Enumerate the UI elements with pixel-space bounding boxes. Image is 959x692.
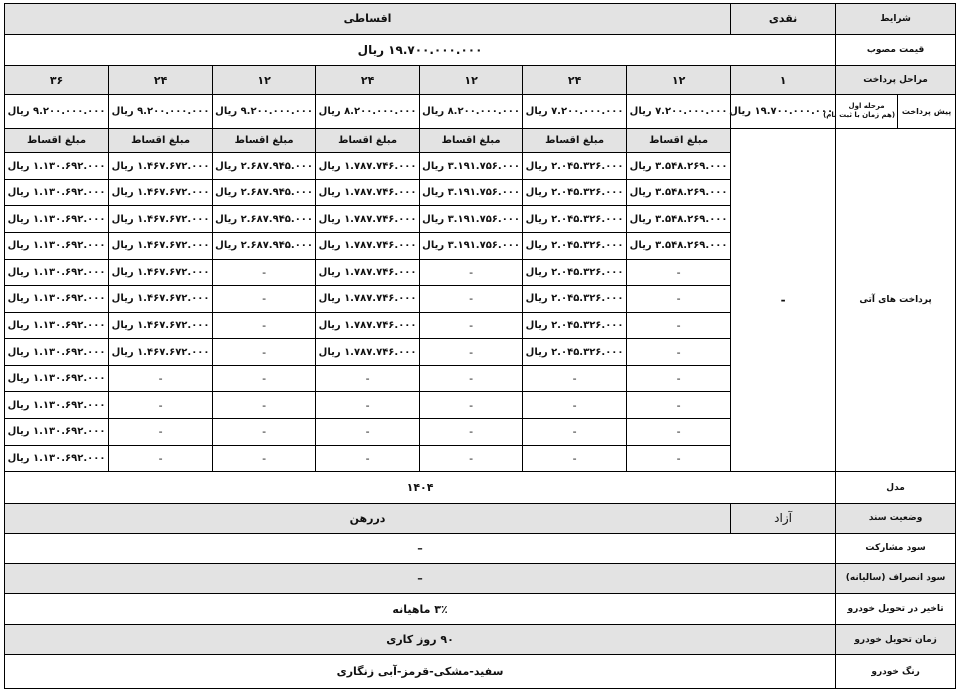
- cash-header: نقدی: [731, 4, 836, 35]
- delivery-delay-row: [5, 593, 956, 625]
- empty-installment-cell: -: [316, 365, 420, 392]
- empty-installment-cell: -: [420, 445, 523, 472]
- prepayment-row: [5, 94, 956, 128]
- empty-installment-cell: -: [420, 419, 523, 446]
- installment-amount-cell: ۳.۱۹۱.۷۵۶.۰۰۰ ریال: [420, 153, 523, 180]
- cancellation-profit-value: –: [5, 564, 836, 594]
- installment-amount-cell: ۱.۴۶۷.۶۷۲.۰۰۰ ریال: [109, 286, 213, 313]
- prepayment-cell: ۸.۲۰۰.۰۰۰.۰۰۰ ریال: [420, 94, 523, 128]
- stage-cell: ۳۶: [5, 66, 109, 95]
- empty-installment-cell: -: [627, 286, 731, 313]
- empty-installment-cell: -: [109, 392, 213, 419]
- approved-price-value: ۱۹.۷۰۰.۰۰۰.۰۰۰ ریال: [5, 34, 836, 66]
- prepayment-cell: ۸.۲۰۰.۰۰۰.۰۰۰ ریال: [316, 94, 420, 128]
- empty-installment-cell: -: [316, 392, 420, 419]
- cancellation-profit-label: سود انصراف (سالیانه): [836, 564, 956, 594]
- installment-header: اقساطی: [5, 4, 731, 35]
- installment-amount-cell: ۲.۰۴۵.۳۲۶.۰۰۰ ریال: [523, 153, 627, 180]
- installment-amount-cell: ۱.۱۳۰.۶۹۲.۰۰۰ ریال: [5, 232, 109, 259]
- approved-price-row: [5, 34, 956, 66]
- empty-installment-cell: -: [523, 445, 627, 472]
- first-stage-label: مرحله اول: [848, 102, 885, 111]
- installment-amount-cell: ۲.۶۸۷.۹۴۵.۰۰۰ ریال: [213, 232, 316, 259]
- empty-installment-cell: -: [213, 445, 316, 472]
- empty-installment-cell: -: [627, 259, 731, 286]
- first-stage-cell: [823, 94, 898, 128]
- installment-amount-cell: ۲.۰۴۵.۳۲۶.۰۰۰ ریال: [523, 339, 627, 366]
- empty-installment-cell: -: [109, 365, 213, 392]
- installment-amount-cell: ۱.۴۶۷.۶۷۲.۰۰۰ ریال: [109, 259, 213, 286]
- document-status-cash: آزاد: [731, 503, 836, 533]
- conditions-label: شرایط: [836, 4, 956, 35]
- installment-amount-cell: ۱.۱۳۰.۶۹۲.۰۰۰ ریال: [5, 365, 109, 392]
- empty-installment-cell: -: [109, 445, 213, 472]
- empty-installment-cell: -: [523, 392, 627, 419]
- installment-amount-cell: ۱.۱۳۰.۶۹۲.۰۰۰ ریال: [5, 445, 109, 472]
- payment-stages-row: [5, 66, 956, 95]
- empty-installment-cell: -: [627, 312, 731, 339]
- installment-amount-cell: ۳.۱۹۱.۷۵۶.۰۰۰ ریال: [420, 232, 523, 259]
- empty-installment-cell: -: [420, 392, 523, 419]
- empty-installment-cell: -: [627, 445, 731, 472]
- conditions-row: [5, 4, 956, 35]
- installment-amount-cell: ۱.۴۶۷.۶۷۲.۰۰۰ ریال: [109, 232, 213, 259]
- delivery-delay-value: ۳٪ ماهیانه: [5, 593, 836, 625]
- partnership-profit-row: [5, 533, 956, 564]
- installment-amount-header: مبلغ اقساط: [627, 128, 731, 153]
- payment-stages-label: مراحل پرداخت: [836, 66, 956, 95]
- installment-amount-header: مبلغ اقساط: [316, 128, 420, 153]
- installment-amount-header: مبلغ اقساط: [213, 128, 316, 153]
- installment-amount-cell: ۲.۰۴۵.۳۲۶.۰۰۰ ریال: [523, 286, 627, 313]
- first-stage-note: (هم زمان با ثبت نام): [823, 111, 896, 120]
- document-status-installment: دررهن: [5, 503, 731, 533]
- prepayment-cell: ۷.۲۰۰.۰۰۰.۰۰۰ ریال: [627, 94, 731, 128]
- installment-amount-cell: ۱.۱۳۰.۶۹۲.۰۰۰ ریال: [5, 419, 109, 446]
- document-status-row: [5, 503, 956, 533]
- empty-installment-cell: -: [627, 339, 731, 366]
- model-label: مدل: [836, 472, 956, 504]
- delivery-time-row: [5, 625, 956, 655]
- cash-future-payments: -: [731, 128, 836, 471]
- empty-installment-cell: -: [420, 259, 523, 286]
- empty-installment-cell: -: [627, 365, 731, 392]
- installment-amount-header: مبلغ اقساط: [5, 128, 109, 153]
- delivery-delay-label: تاخیر در تحویل خودرو: [836, 593, 956, 625]
- installment-amount-cell: ۱.۴۶۷.۶۷۲.۰۰۰ ریال: [109, 179, 213, 206]
- empty-installment-cell: -: [420, 286, 523, 313]
- empty-installment-cell: -: [213, 259, 316, 286]
- stage-cell: ۱: [731, 66, 836, 95]
- empty-installment-cell: -: [316, 445, 420, 472]
- installment-amount-cell: ۱.۷۸۷.۷۴۶.۰۰۰ ریال: [316, 259, 420, 286]
- partnership-profit-value: –: [5, 533, 836, 564]
- stage-cell: ۲۴: [523, 66, 627, 95]
- empty-installment-cell: -: [316, 419, 420, 446]
- empty-installment-cell: -: [213, 365, 316, 392]
- installment-amount-header: مبلغ اقساط: [420, 128, 523, 153]
- empty-installment-cell: -: [420, 312, 523, 339]
- installment-amount-cell: ۳.۱۹۱.۷۵۶.۰۰۰ ریال: [420, 179, 523, 206]
- prepayment-label: پیش پرداخت: [898, 94, 956, 128]
- stage-cell: ۲۴: [109, 66, 213, 95]
- installment-amount-cell: ۲.۶۸۷.۹۴۵.۰۰۰ ریال: [213, 179, 316, 206]
- installment-subheader-row: [5, 128, 956, 153]
- installment-amount-cell: ۱.۱۳۰.۶۹۲.۰۰۰ ریال: [5, 312, 109, 339]
- stage-cell: ۱۲: [420, 66, 523, 95]
- installment-amount-header: مبلغ اقساط: [523, 128, 627, 153]
- delivery-time-value: ۹۰ روز کاری: [5, 625, 836, 655]
- installment-amount-cell: ۳.۱۹۱.۷۵۶.۰۰۰ ریال: [420, 206, 523, 233]
- stage-cell: ۱۲: [213, 66, 316, 95]
- installment-amount-cell: ۱.۷۸۷.۷۴۶.۰۰۰ ریال: [316, 179, 420, 206]
- installment-amount-cell: ۱.۷۸۷.۷۴۶.۰۰۰ ریال: [316, 339, 420, 366]
- prepayment-cell: ۹.۲۰۰.۰۰۰.۰۰۰ ریال: [5, 94, 109, 128]
- future-payments-label: پرداخت های آتی: [836, 128, 956, 471]
- empty-installment-cell: -: [627, 392, 731, 419]
- installment-amount-cell: ۱.۷۸۷.۷۴۶.۰۰۰ ریال: [316, 206, 420, 233]
- car-color-row: [5, 655, 956, 689]
- empty-installment-cell: -: [213, 419, 316, 446]
- car-color-value: سفید-مشکی-قرمز-آبی زنگاری: [5, 655, 836, 689]
- empty-installment-cell: -: [420, 339, 523, 366]
- prepayment-cell: ۷.۲۰۰.۰۰۰.۰۰۰ ریال: [523, 94, 627, 128]
- installment-amount-cell: ۱.۷۸۷.۷۴۶.۰۰۰ ریال: [316, 232, 420, 259]
- installment-amount-cell: ۲.۰۴۵.۳۲۶.۰۰۰ ریال: [523, 232, 627, 259]
- empty-installment-cell: -: [109, 419, 213, 446]
- empty-installment-cell: -: [213, 339, 316, 366]
- cancellation-profit-row: [5, 564, 956, 594]
- document-status-label: وضعیت سند: [836, 503, 956, 533]
- installment-amount-cell: ۲.۰۴۵.۳۲۶.۰۰۰ ریال: [523, 179, 627, 206]
- installment-amount-cell: ۲.۰۴۵.۳۲۶.۰۰۰ ریال: [523, 259, 627, 286]
- prepayment-cell: ۱۹.۷۰۰.۰۰۰.۰۰۰ ریال: [731, 94, 836, 128]
- empty-installment-cell: -: [213, 392, 316, 419]
- price-conditions-table: [4, 3, 956, 689]
- stage-cell: ۲۴: [316, 66, 420, 95]
- empty-installment-cell: -: [523, 419, 627, 446]
- installment-amount-cell: ۲.۶۸۷.۹۴۵.۰۰۰ ریال: [213, 153, 316, 180]
- installment-amount-cell: ۱.۴۶۷.۶۷۲.۰۰۰ ریال: [109, 339, 213, 366]
- installment-amount-cell: ۱.۱۳۰.۶۹۲.۰۰۰ ریال: [5, 339, 109, 366]
- empty-installment-cell: -: [213, 312, 316, 339]
- installment-amount-cell: ۱.۴۶۷.۶۷۲.۰۰۰ ریال: [109, 206, 213, 233]
- installment-amount-cell: ۱.۱۳۰.۶۹۲.۰۰۰ ریال: [5, 392, 109, 419]
- installment-amount-cell: ۱.۷۸۷.۷۴۶.۰۰۰ ریال: [316, 153, 420, 180]
- installment-amount-cell: ۳.۵۴۸.۲۶۹.۰۰۰ ریال: [627, 232, 731, 259]
- empty-installment-cell: -: [523, 365, 627, 392]
- approved-price-label: قیمت مصوب: [836, 34, 956, 66]
- stage-cell: ۱۲: [627, 66, 731, 95]
- installment-amount-cell: ۱.۴۶۷.۶۷۲.۰۰۰ ریال: [109, 312, 213, 339]
- installment-amount-cell: ۱.۱۳۰.۶۹۲.۰۰۰ ریال: [5, 286, 109, 313]
- installment-amount-header: مبلغ اقساط: [109, 128, 213, 153]
- installment-amount-cell: ۱.۱۳۰.۶۹۲.۰۰۰ ریال: [5, 179, 109, 206]
- partnership-profit-label: سود مشارکت: [836, 533, 956, 564]
- model-value: ۱۴۰۴: [5, 472, 836, 504]
- installment-amount-cell: ۱.۴۶۷.۶۷۲.۰۰۰ ریال: [109, 153, 213, 180]
- car-color-label: رنگ خودرو: [836, 655, 956, 689]
- installment-amount-cell: ۳.۵۴۸.۲۶۹.۰۰۰ ریال: [627, 206, 731, 233]
- installment-amount-cell: ۲.۰۴۵.۳۲۶.۰۰۰ ریال: [523, 312, 627, 339]
- installment-amount-cell: ۲.۶۸۷.۹۴۵.۰۰۰ ریال: [213, 206, 316, 233]
- delivery-time-label: زمان تحویل خودرو: [836, 625, 956, 655]
- installment-amount-cell: ۳.۵۴۸.۲۶۹.۰۰۰ ریال: [627, 179, 731, 206]
- empty-installment-cell: -: [213, 286, 316, 313]
- installment-amount-cell: ۱.۷۸۷.۷۴۶.۰۰۰ ریال: [316, 286, 420, 313]
- prepayment-cell: ۹.۲۰۰.۰۰۰.۰۰۰ ریال: [109, 94, 213, 128]
- installment-amount-cell: ۱.۱۳۰.۶۹۲.۰۰۰ ریال: [5, 153, 109, 180]
- installment-amount-cell: ۱.۱۳۰.۶۹۲.۰۰۰ ریال: [5, 259, 109, 286]
- installment-amount-cell: ۱.۱۳۰.۶۹۲.۰۰۰ ریال: [5, 206, 109, 233]
- empty-installment-cell: -: [627, 419, 731, 446]
- empty-installment-cell: -: [420, 365, 523, 392]
- prepayment-cell: ۹.۲۰۰.۰۰۰.۰۰۰ ریال: [213, 94, 316, 128]
- installment-amount-cell: ۱.۷۸۷.۷۴۶.۰۰۰ ریال: [316, 312, 420, 339]
- model-row: [5, 472, 956, 504]
- installment-amount-cell: ۲.۰۴۵.۳۲۶.۰۰۰ ریال: [523, 206, 627, 233]
- installment-amount-cell: ۳.۵۴۸.۲۶۹.۰۰۰ ریال: [627, 153, 731, 180]
